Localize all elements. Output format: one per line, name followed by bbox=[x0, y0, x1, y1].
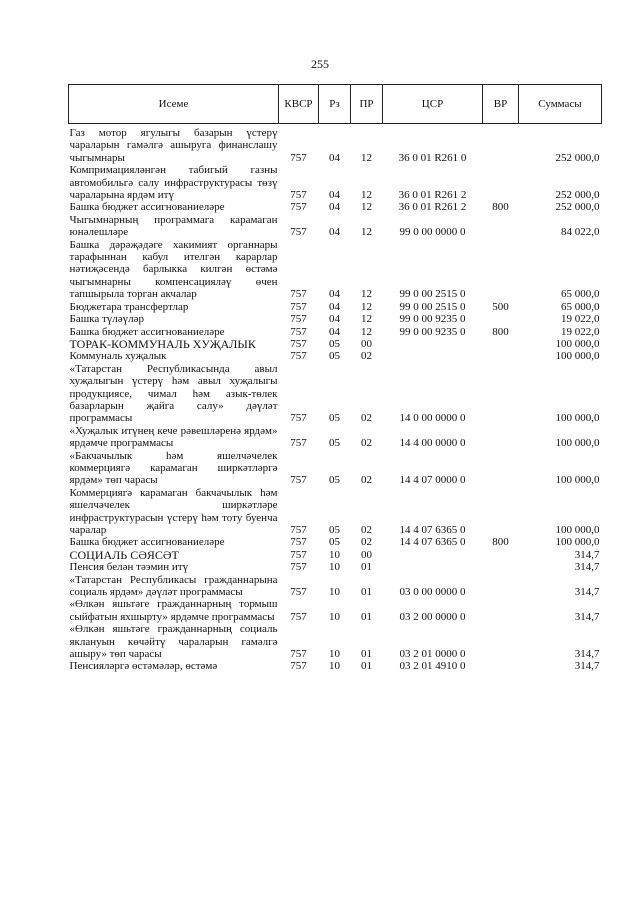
cell-pr: 12 bbox=[361, 226, 372, 239]
cell-name: «Татарстан Республикасы гражданнарына социаль ярдәм» дәүләт программасы bbox=[69, 573, 278, 599]
cell-vr bbox=[483, 239, 519, 301]
cell-rz: 04 bbox=[329, 313, 340, 326]
cell-vr: 500 bbox=[492, 300, 509, 313]
cell-vr bbox=[483, 561, 519, 573]
cell-amount: 100 000,0 bbox=[555, 412, 600, 425]
cell-vr bbox=[483, 487, 519, 537]
table-row bbox=[69, 239, 602, 301]
cell-kvsr: 757 bbox=[290, 189, 307, 202]
cell-rz: 05 bbox=[329, 536, 340, 549]
table-row bbox=[69, 561, 602, 573]
cell-vr bbox=[483, 450, 519, 487]
cell-amount: 19 022,0 bbox=[561, 313, 600, 326]
cell-csr bbox=[383, 350, 483, 362]
cell-name: «Өлкән яшьтәге гражданнарның социаль яклануын көчәйтү чараларын гамәлгә ашыру» төп чарасы bbox=[69, 623, 278, 661]
cell-vr bbox=[483, 425, 519, 450]
cell-csr: 36 0 01 R261 0 bbox=[398, 151, 467, 164]
column-header-name: Исеме bbox=[69, 85, 279, 124]
column-header-kvsr: КВСР bbox=[279, 85, 319, 124]
cell-pr: 02 bbox=[361, 437, 372, 450]
cell-name: ТОРАК-КОММУНАЛЬ ХУҖАЛЫК bbox=[69, 336, 256, 351]
cell-pr: 01 bbox=[361, 586, 372, 599]
table-row bbox=[69, 623, 602, 660]
table-row bbox=[69, 660, 602, 672]
cell-pr: 12 bbox=[361, 151, 372, 164]
cell-amount: 252 000,0 bbox=[555, 201, 600, 214]
cell-name: «Татарстан Республикасында авыл хуҗалыгын үстерү һәм авыл хуҗалыгы продукциясе, чимал һәм азык-төлек базарларын җайга салу» дәүләт программасы bbox=[69, 362, 278, 425]
cell-pr: 00 bbox=[361, 337, 372, 350]
cell-vr: 800 bbox=[492, 325, 509, 338]
table-row bbox=[69, 536, 602, 548]
cell-name: Компримацияләнгән табигый газны автомобильгә салу инфраструктурасы төзү чараларына ярдәм итү bbox=[69, 164, 278, 202]
table-row bbox=[69, 487, 602, 537]
column-header-vr: ВР bbox=[483, 85, 519, 124]
cell-rz: 04 bbox=[329, 201, 340, 214]
cell-amount: 252 000,0 bbox=[555, 189, 600, 202]
table-row bbox=[69, 598, 602, 623]
cell-rz: 10 bbox=[329, 548, 340, 561]
table-row bbox=[69, 450, 602, 487]
cell-vr bbox=[483, 574, 519, 599]
cell-kvsr: 757 bbox=[290, 548, 307, 561]
cell-vr bbox=[483, 598, 519, 623]
cell-amount: 100 000,0 bbox=[555, 337, 600, 350]
cell-vr bbox=[483, 623, 519, 660]
cell-vr bbox=[483, 549, 519, 561]
table-row bbox=[69, 425, 602, 450]
cell-name: Коммерциягә карамаган бакчачылык һәм яшелчәчелек ширкәтләре инфраструктурасын үстерү һәм тоту буенча чаралар bbox=[69, 486, 278, 536]
cell-csr: 14 4 07 0000 0 bbox=[399, 474, 466, 487]
cell-csr: 03 2 01 0000 0 bbox=[399, 648, 466, 661]
cell-kvsr: 757 bbox=[290, 586, 307, 599]
cell-kvsr: 757 bbox=[290, 337, 307, 350]
cell-kvsr: 757 bbox=[290, 350, 307, 363]
table-row bbox=[69, 549, 602, 561]
cell-kvsr: 757 bbox=[290, 437, 307, 450]
cell-rz: 04 bbox=[329, 189, 340, 202]
cell-amount: 314,7 bbox=[574, 561, 600, 574]
cell-amount: 314,7 bbox=[574, 548, 600, 561]
cell-rz: 05 bbox=[329, 524, 340, 536]
cell-pr: 02 bbox=[361, 536, 372, 549]
cell-amount: 100 000,0 bbox=[555, 524, 600, 536]
cell-kvsr: 757 bbox=[290, 524, 307, 536]
cell-csr: 14 0 00 0000 0 bbox=[399, 412, 466, 425]
column-header-csr: ЦСР bbox=[383, 85, 483, 124]
table-row bbox=[69, 313, 602, 325]
cell-rz: 04 bbox=[329, 300, 340, 313]
cell-pr: 02 bbox=[361, 350, 372, 363]
cell-vr: 800 bbox=[492, 201, 509, 214]
cell-rz: 04 bbox=[329, 151, 340, 164]
cell-csr: 14 4 07 6365 0 bbox=[399, 536, 466, 549]
cell-amount: 314,7 bbox=[574, 660, 600, 673]
cell-csr: 14 4 07 6365 0 bbox=[399, 524, 466, 536]
cell-pr: 02 bbox=[361, 474, 372, 487]
table-row bbox=[69, 201, 602, 213]
cell-kvsr: 757 bbox=[290, 648, 307, 661]
cell-name: Башка дәрәҗәдәге хакимият органнары тарафыннан кабул ителгән карарлар нәтиҗәсендә барлыкка килгән өстәмә чыгымнарны компенсацияләү өчен тапшырыла торган акчалар bbox=[69, 238, 278, 301]
table-header bbox=[69, 85, 602, 124]
cell-vr bbox=[483, 124, 519, 165]
cell-rz: 10 bbox=[329, 586, 340, 599]
cell-csr: 99 0 00 9235 0 bbox=[399, 313, 466, 326]
cell-amount: 314,7 bbox=[574, 648, 600, 661]
cell-rz: 05 bbox=[329, 350, 340, 363]
cell-csr: 99 0 00 9235 0 bbox=[399, 325, 466, 338]
cell-csr: 03 0 00 0000 0 bbox=[399, 586, 466, 599]
cell-pr: 02 bbox=[361, 524, 372, 536]
cell-name: «Өлкән яшьтәге гражданнарның тормыш сыйфатын яхшырту» ярдәмче программасы bbox=[69, 598, 278, 623]
cell-rz: 10 bbox=[329, 648, 340, 661]
cell-name: «Хуҗалык итүнең кече рәвешләренә ярдәм» ярдәмче программасы bbox=[69, 424, 278, 450]
cell-name: Пенсияләргә өстәмәләр, өстәмә bbox=[69, 660, 218, 673]
cell-kvsr: 757 bbox=[290, 412, 307, 425]
cell-rz: 04 bbox=[329, 325, 340, 338]
cell-amount: 100 000,0 bbox=[555, 350, 600, 363]
cell-amount: 65 000,0 bbox=[561, 300, 600, 313]
cell-name: Башка бюджет ассигнованиеләре bbox=[69, 201, 225, 214]
cell-name: Газ мотор ягулыгы базарын үстерү чараларын гамәлгә ашыруга финанслашу чыгымнары bbox=[69, 127, 278, 164]
cell-vr bbox=[483, 338, 519, 350]
cell-amount: 100 000,0 bbox=[555, 536, 600, 549]
cell-pr: 01 bbox=[361, 660, 372, 673]
cell-rz: 04 bbox=[329, 288, 340, 301]
column-header-pr: ПР bbox=[351, 85, 383, 124]
cell-vr: 800 bbox=[492, 536, 509, 549]
budget-table bbox=[68, 84, 602, 673]
cell-amount: 314,7 bbox=[574, 610, 600, 623]
cell-csr bbox=[383, 549, 483, 561]
cell-pr: 12 bbox=[361, 189, 372, 202]
cell-kvsr: 757 bbox=[290, 300, 307, 313]
cell-name: СОЦИАЛЬ СӘЯСӘТ bbox=[69, 547, 179, 562]
column-header-rz: Рз bbox=[319, 85, 351, 124]
cell-kvsr: 757 bbox=[290, 313, 307, 326]
cell-kvsr: 757 bbox=[290, 325, 307, 338]
cell-rz: 05 bbox=[329, 437, 340, 450]
cell-pr: 00 bbox=[361, 548, 372, 561]
cell-rz: 10 bbox=[329, 610, 340, 623]
cell-amount: 65 000,0 bbox=[561, 288, 600, 301]
cell-name: Чыгымнарның программага карамаган юнәлешләре bbox=[69, 213, 278, 239]
cell-amount: 100 000,0 bbox=[555, 474, 600, 487]
column-header-amount: Суммасы bbox=[519, 85, 602, 124]
cell-rz: 05 bbox=[329, 412, 340, 425]
cell-name: Коммуналь хуҗалык bbox=[69, 350, 167, 363]
cell-pr: 01 bbox=[361, 648, 372, 661]
table-row bbox=[69, 338, 602, 350]
cell-amount: 19 022,0 bbox=[561, 325, 600, 338]
cell-pr: 01 bbox=[361, 561, 372, 574]
table-row bbox=[69, 350, 602, 362]
cell-pr: 02 bbox=[361, 412, 372, 425]
table-row bbox=[69, 574, 602, 599]
cell-pr: 12 bbox=[361, 313, 372, 326]
cell-kvsr: 757 bbox=[290, 536, 307, 549]
cell-rz: 05 bbox=[329, 474, 340, 487]
cell-kvsr: 757 bbox=[290, 561, 307, 574]
cell-vr bbox=[483, 164, 519, 201]
cell-name: Башка бюджет ассигнованиеләре bbox=[69, 325, 225, 338]
cell-csr: 03 2 01 4910 0 bbox=[399, 660, 466, 673]
cell-csr bbox=[383, 561, 483, 573]
cell-vr bbox=[483, 363, 519, 425]
cell-csr bbox=[383, 338, 483, 350]
cell-csr: 99 0 00 0000 0 bbox=[399, 226, 466, 239]
cell-name: Пенсия белән тәэмин итү bbox=[69, 561, 189, 574]
cell-pr: 01 bbox=[361, 610, 372, 623]
table-row bbox=[69, 301, 602, 313]
cell-amount: 252 000,0 bbox=[555, 151, 600, 164]
cell-vr bbox=[483, 313, 519, 325]
cell-kvsr: 757 bbox=[290, 474, 307, 487]
cell-vr bbox=[483, 660, 519, 672]
cell-csr: 99 0 00 2515 0 bbox=[399, 288, 466, 301]
cell-amount: 84 022,0 bbox=[561, 226, 600, 239]
cell-amount: 100 000,0 bbox=[555, 437, 600, 450]
cell-name: Башка түләүләр bbox=[69, 313, 145, 326]
cell-pr: 12 bbox=[361, 300, 372, 313]
cell-csr: 03 2 00 0000 0 bbox=[399, 610, 466, 623]
cell-csr: 14 4 00 0000 0 bbox=[399, 437, 466, 450]
cell-kvsr: 757 bbox=[290, 151, 307, 164]
cell-kvsr: 757 bbox=[290, 201, 307, 214]
cell-amount: 314,7 bbox=[574, 586, 600, 599]
cell-rz: 04 bbox=[329, 226, 340, 239]
cell-kvsr: 757 bbox=[290, 610, 307, 623]
table-row bbox=[69, 124, 602, 165]
cell-kvsr: 757 bbox=[290, 226, 307, 239]
table-row bbox=[69, 363, 602, 425]
cell-vr bbox=[483, 350, 519, 362]
cell-name: «Бакчачылык һәм яшелчәчелек коммерциягә карамаган ширкәтләргә ярдәм» төп чарасы bbox=[69, 449, 278, 487]
cell-csr: 99 0 00 2515 0 bbox=[399, 300, 466, 313]
cell-kvsr: 757 bbox=[290, 288, 307, 301]
cell-rz: 10 bbox=[329, 561, 340, 574]
cell-pr: 12 bbox=[361, 325, 372, 338]
cell-name: Бюджетара трансфертлар bbox=[69, 300, 189, 313]
cell-pr: 12 bbox=[361, 288, 372, 301]
cell-csr: 36 0 01 R261 2 bbox=[398, 201, 467, 214]
cell-rz: 10 bbox=[329, 660, 340, 673]
cell-vr bbox=[483, 214, 519, 239]
cell-rz: 05 bbox=[329, 337, 340, 350]
table-body bbox=[69, 124, 602, 673]
table-row bbox=[69, 214, 602, 239]
cell-kvsr: 757 bbox=[290, 660, 307, 673]
page-number: 255 bbox=[311, 57, 329, 71]
cell-pr: 12 bbox=[361, 201, 372, 214]
cell-name: Башка бюджет ассигнованиеләре bbox=[69, 536, 225, 549]
cell-csr: 36 0 01 R261 2 bbox=[398, 189, 467, 202]
table-row bbox=[69, 164, 602, 201]
